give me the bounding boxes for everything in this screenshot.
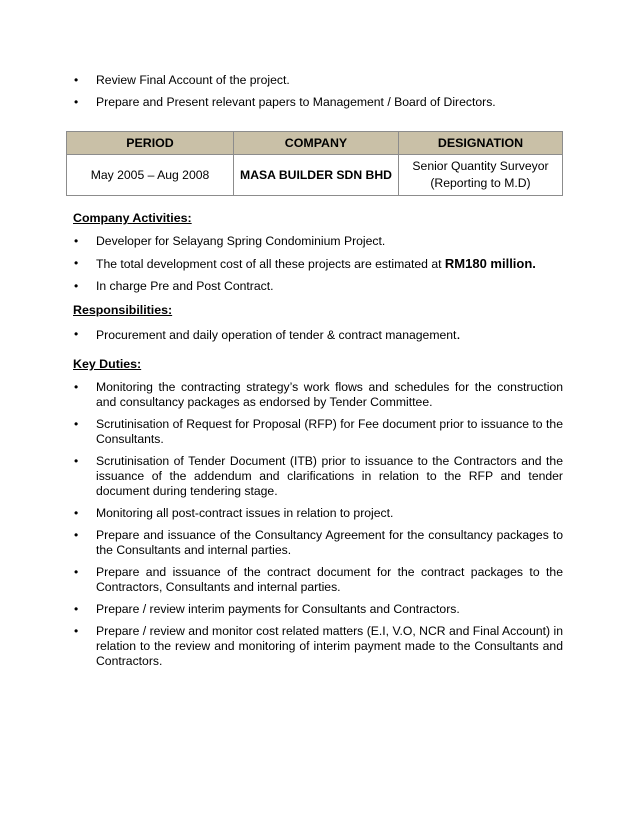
- designation-cell: [399, 155, 563, 196]
- employment-table: [66, 131, 563, 196]
- top-bullet-list: [73, 73, 563, 117]
- column-header-company: COMPANY: [234, 132, 399, 155]
- list-item: • Prepare / review interim payments for Consultants and Contractors.: [74, 602, 460, 616]
- bullet-icon: •: [74, 565, 79, 579]
- key-duties-heading: Key Duties:: [73, 357, 142, 371]
- list-item: • Scrutinisation of Tender Document (ITB) prior to issuance to the Contractors and the issuance of the addendum and clarifications in relation to the RFP and tender document during tendering stage.: [74, 454, 563, 498]
- bullet-icon: •: [74, 506, 79, 520]
- key-duties-list: [73, 380, 563, 676]
- bullet-icon: •: [74, 73, 79, 87]
- responsibilities-heading: Responsibilities:: [73, 303, 173, 317]
- bullet-icon: •: [74, 95, 79, 109]
- column-header-designation: DESIGNATION: [399, 132, 563, 155]
- cost-highlight: RM180 million.: [444, 256, 536, 271]
- bullet-icon: •: [74, 256, 79, 270]
- bullet-icon: •: [74, 380, 79, 394]
- company-activities-heading: Company Activities:: [73, 211, 192, 225]
- company-cell: MASA BUILDER SDN BHD: [234, 155, 399, 196]
- list-item: • The total development cost of all these projects are estimated at RM180 million.: [74, 256, 536, 271]
- list-item: • In charge Pre and Post Contract.: [74, 279, 274, 293]
- bullet-icon: •: [74, 327, 79, 341]
- list-item: • Monitoring all post-contract issues in relation to project.: [74, 506, 394, 520]
- designation-reporting: (Reporting to M.D): [430, 176, 531, 190]
- table-row: [67, 155, 563, 196]
- list-item: • Prepare and issuance of the contract document for the contract packages to the Contractors, Consultants and internal parties.: [74, 565, 563, 594]
- bullet-icon: •: [74, 602, 79, 616]
- bullet-icon: •: [74, 624, 79, 638]
- responsibilities-list: [73, 327, 563, 350]
- column-header-period: PERIOD: [67, 132, 234, 155]
- list-item: • Prepare and issuance of the Consultancy Agreement for the consultancy packages to the Consultants and internal parties.: [74, 528, 563, 557]
- bullet-icon: •: [74, 417, 79, 431]
- period-cell: May 2005 – Aug 2008: [67, 155, 234, 196]
- designation-title: Senior Quantity Surveyor: [412, 159, 549, 173]
- bullet-icon: •: [74, 234, 79, 248]
- list-item: • Review Final Account of the project.: [74, 73, 290, 87]
- list-item: • Monitoring the contracting strategy’s work flows and schedules for the construction and consultancy packages as endorsed by Tender Committee.: [74, 380, 563, 409]
- list-item: • Prepare / review and monitor cost related matters (E.I, V.O, NCR and Final Account) in relation to the review and monitoring of interim payment made to the Consultants and Contractors.: [74, 624, 563, 668]
- bullet-icon: •: [74, 454, 79, 468]
- company-activities-list: [73, 234, 563, 301]
- list-item: • Scrutinisation of Request for Proposal (RFP) for Fee document prior to issuance to the Consultants.: [74, 417, 563, 446]
- bullet-icon: •: [74, 528, 79, 542]
- bullet-icon: •: [74, 279, 79, 293]
- list-item: • Prepare and Present relevant papers to Management / Board of Directors.: [74, 95, 496, 109]
- table-header-row: [67, 132, 563, 155]
- list-item: • Procurement and daily operation of tender & contract management.: [74, 326, 461, 343]
- list-item: • Developer for Selayang Spring Condominium Project.: [74, 234, 386, 248]
